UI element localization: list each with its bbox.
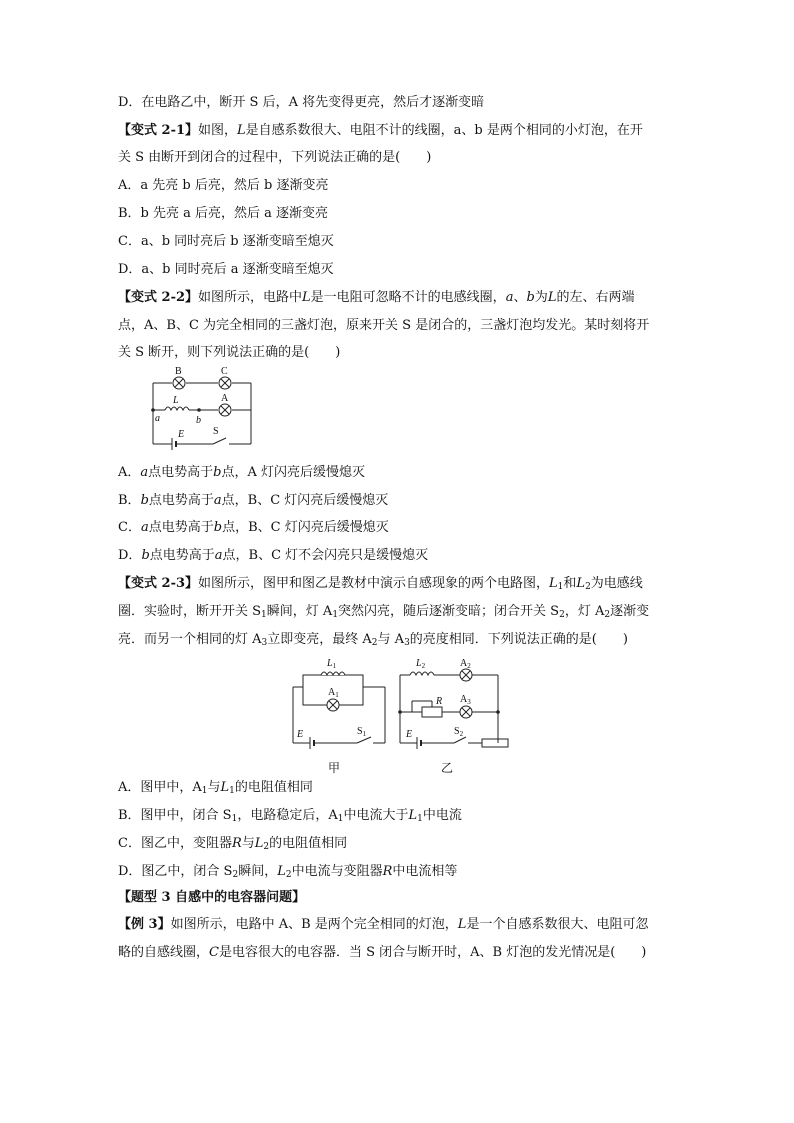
text: 为电感线 (590, 576, 643, 591)
symbol-a: a (505, 290, 514, 305)
variant-2-1-option-d: D．a、b 同时亮后 a 逐渐变暗至熄灭 (118, 262, 334, 277)
symbol-L: L (254, 836, 264, 851)
variant-2-3-option-c (118, 836, 347, 852)
text: 是一电阻可忽略不计的电感线圈， (310, 290, 506, 305)
subscript: 1 (201, 786, 208, 796)
variant-2-2-option-c (118, 520, 389, 536)
symbol-R: R (231, 836, 242, 851)
text: 如图所示，图甲和图乙是教材中演示自感现象的两个电路图， (198, 576, 550, 591)
symbol-L: L (547, 290, 557, 305)
text: ，电路稳定后，A (237, 808, 338, 823)
symbol-L: L (302, 290, 311, 305)
point-b-label: b (196, 415, 201, 426)
variant-2-2-option-b (118, 493, 388, 509)
text: 突然闪亮，随后逐渐变暗；闭合开关 S (338, 604, 560, 619)
symbol-C: C (209, 945, 219, 960)
variant-2-3-option-b (118, 808, 462, 824)
symbol: a (213, 493, 222, 508)
text: 如图所示，电路中 (198, 290, 303, 305)
text: 如图所示，电路中 A、B 是两个完全相同的灯泡， (170, 917, 458, 932)
text: 与 (241, 836, 255, 851)
coil-label: L (173, 395, 179, 406)
example-3-label: 【例 3】 (118, 917, 171, 932)
switch-label: $S_1$ (357, 726, 367, 738)
subscript: 2 (285, 870, 292, 880)
subscript: 2 (559, 610, 565, 620)
text: 中电流相等 (392, 864, 458, 879)
symbol: b (213, 520, 223, 535)
lamp-a2-label: $A_2$ (460, 658, 471, 670)
coil-label: $L_2$ (416, 658, 426, 670)
text: B．图甲中，闭合 S (118, 808, 232, 823)
symbol-L: L (457, 917, 467, 932)
text: D． (118, 548, 142, 563)
text: C． (118, 520, 141, 535)
variant-2-2-line3: 关 S 断开，则下列说法正确的是( ) (118, 345, 341, 360)
point-a-label: a (155, 413, 160, 424)
subscript: 1 (417, 814, 423, 824)
rheostat-label: R (436, 696, 443, 707)
variant-2-3-option-a (118, 780, 313, 796)
text: 点电势高于 (148, 520, 214, 535)
subscript: 2 (371, 638, 378, 648)
topic-3-heading: 【题型 3 自感中的电容器问题】 (118, 890, 306, 905)
variant-2-1-option-a: A．a 先亮 b 后亮，然后 b 逐渐变亮 (118, 178, 329, 193)
text: C．图乙中，变阻器 (118, 836, 232, 851)
subscript: 3 (404, 638, 410, 648)
text: 圈．实验时，断开开关 S (118, 604, 262, 619)
subscript: 1 (261, 610, 267, 620)
text: 的亮度相同．下列说法正确的是( ) (409, 632, 628, 647)
text: 的电阻值相同 (234, 780, 313, 795)
symbol: b (213, 465, 222, 480)
text: 如图， (198, 123, 238, 138)
subscript: 2 (263, 842, 270, 852)
subscript: 1 (229, 786, 235, 796)
symbol-L: L (576, 576, 586, 591)
symbol: b (140, 493, 149, 508)
text: 点，B、C 灯闪亮后缓慢熄灭 (222, 520, 389, 535)
text: 逐渐变 (610, 604, 650, 619)
text: B． (118, 493, 141, 508)
text: 的左、右两端 (556, 290, 635, 305)
text: 瞬间， (238, 864, 278, 879)
text: 点，B、C 灯不会闪亮只是缓慢熄灭 (222, 548, 429, 563)
variant-2-2-label: 【变式 2-2】 (118, 290, 199, 305)
text: 为 (534, 290, 548, 305)
variant-2-2-line2: 点，A、B、C 为完全相同的三盏灯泡，原来开关 S 是闭合的，三盏灯泡均发光。某时刻将开 (118, 318, 650, 333)
variant-2-3-line1 (118, 576, 643, 592)
lamp-c-label: C (221, 366, 228, 377)
variant-2-2-line1 (118, 290, 634, 306)
symbol-L: L (277, 864, 286, 879)
symbol-b: b (526, 290, 535, 305)
subscript: 1 (337, 814, 344, 824)
variant-2-3-label: 【变式 2-3】 (118, 576, 199, 591)
variant-2-1-line2: 关 S 由断开到闭合的过程中，下列说法正确的是( ) (118, 150, 432, 165)
subscript: 3 (261, 638, 268, 648)
variant-2-1-option-c: C．a、b 同时亮后 b 逐渐变暗至熄灭 (118, 234, 334, 249)
variant-2-2-option-d (118, 548, 428, 564)
text: 立即变亮，最终 A (267, 632, 372, 647)
text: 的电阻值相同 (269, 836, 348, 851)
emf-label: E (406, 729, 413, 740)
subscript: 1 (231, 814, 238, 824)
text: A．图甲中，A (118, 780, 202, 795)
text: D．图乙中，闭合 S (118, 864, 233, 879)
text: 、 (513, 290, 527, 305)
text: 与 A (377, 632, 405, 647)
variant-2-1-label: 【变式 2-1】 (118, 123, 199, 138)
symbol-L: L (549, 576, 558, 591)
text: 是一个自感系数很大、电阻可忽 (466, 917, 649, 932)
text: 是电容很大的电容器．当 S 闭合与断开时，A、B 灯泡的发光情况是( ) (218, 945, 647, 960)
subscript: 2 (604, 610, 611, 620)
text: 瞬间，灯 A (266, 604, 333, 619)
symbol-R: R (382, 864, 393, 879)
text: 是自感系数很大、电阻不计的线圈，a、b 是两个相同的小灯泡，在开 (245, 123, 643, 138)
variant-2-1-line1 (118, 123, 643, 139)
variant-2-3-line3 (118, 632, 628, 648)
text: 中电流 (422, 808, 462, 823)
text: 中电流与变阻器 (291, 864, 383, 879)
subscript: 1 (557, 582, 564, 592)
circuit-figure-yi (392, 657, 522, 767)
text: ，灯 A (564, 604, 605, 619)
caption-yi: 乙 (441, 761, 454, 775)
symbol: a (214, 548, 223, 563)
example-3-line1 (118, 917, 648, 933)
text: 中电流大于 (343, 808, 409, 823)
text: 略的自感线圈， (118, 945, 210, 960)
circuit-figure-jia (285, 657, 385, 767)
text: 点电势高于 (149, 548, 215, 563)
text: 和 (563, 576, 577, 591)
emf-label: E (297, 729, 304, 740)
lamp-label: $A_1$ (328, 687, 339, 699)
switch-label: S (213, 426, 219, 437)
variant-2-1-option-b: B．b 先亮 a 后亮，然后 a 逐渐变亮 (118, 206, 329, 221)
coil-label: $L_1$ (327, 658, 337, 670)
text: 点电势高于 (148, 465, 214, 480)
example-3-line2 (118, 945, 646, 961)
subscript: 1 (332, 610, 339, 620)
circuit-figure-1 (145, 366, 285, 456)
symbol-L: L (220, 780, 230, 795)
symbol: b (141, 548, 150, 563)
symbol-L: L (408, 808, 418, 823)
variant-2-3-line2 (118, 604, 649, 620)
text: 与 (207, 780, 221, 795)
subscript: 2 (585, 582, 591, 592)
lamp-a-label: A (221, 393, 229, 404)
switch-label: $S_2$ (454, 726, 464, 738)
caption-jia: 甲 (328, 761, 341, 775)
option-d-previous: D．在电路乙中，断开 S 后，A 将先变得更亮，然后才逐渐变暗 (118, 95, 485, 110)
lamp-b-label: B (175, 366, 182, 377)
text: 点，A 灯闪亮后缓慢熄灭 (221, 465, 366, 480)
subscript: 2 (232, 870, 239, 880)
text: 亮．而另一个相同的灯 A (118, 632, 262, 647)
variant-2-3-option-d (118, 864, 457, 880)
emf-label: E (178, 429, 185, 440)
variant-2-2-option-a (118, 465, 365, 481)
symbol: a (140, 465, 149, 480)
text: 点，B、C 灯闪亮后缓慢熄灭 (221, 493, 389, 508)
lamp-a3-label: $A_3$ (460, 694, 471, 706)
symbol-L: L (237, 123, 246, 138)
text: 点电势高于 (148, 493, 214, 508)
text: A． (118, 465, 141, 480)
symbol: a (140, 520, 149, 535)
